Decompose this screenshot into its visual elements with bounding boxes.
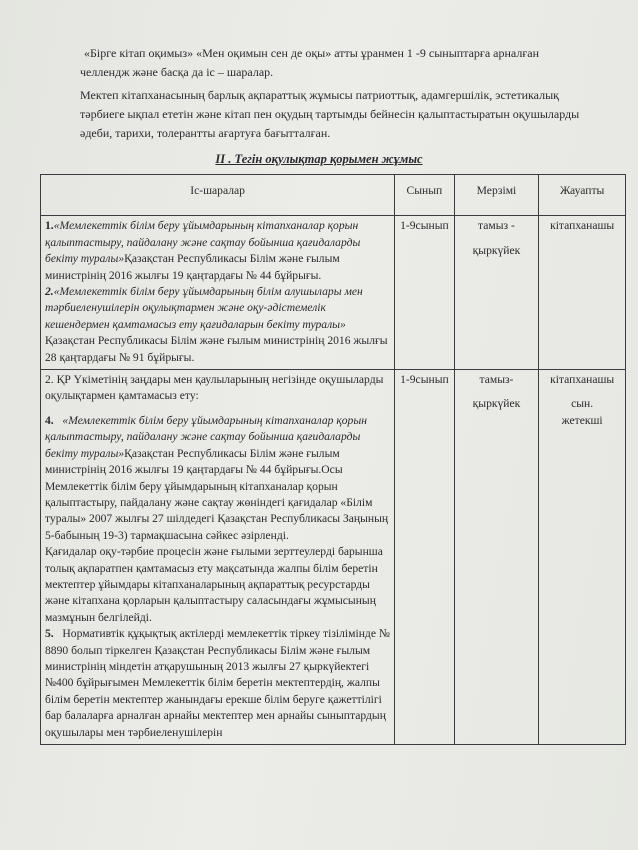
row2-responsible-teacher: жетекші xyxy=(561,413,603,427)
row2-responsible-librarian: кітапханашы xyxy=(550,373,615,387)
item1-italic: «Мемлекеттік білім беру ұйымдарының кітапханалар қорын қалыптастыру, пайдалану және сақтау бойынша қағидаларды бекіту туралы» xyxy=(45,219,361,266)
row2-responsible xyxy=(539,370,626,745)
row1-grade: 1-9сынып xyxy=(395,216,455,370)
row1-events-cell xyxy=(41,216,395,370)
item2-text: Қазақстан Республикасы Білім және ғылым министрінің 2016 жылғы 28 қаңтардағы № 91 бұйрығы. xyxy=(45,334,388,364)
row1-period-end: қыркүйек xyxy=(472,243,521,257)
table-row xyxy=(41,216,626,370)
item2-number: 2. xyxy=(45,285,54,299)
item1-text: Қазақстан Республикасы Білім және ғылым министрінің 2016 жылғы 19 қаңтардағы № 44 бұйрығы. xyxy=(45,252,340,282)
table-header-row xyxy=(41,175,626,216)
row1-responsible: кітапханашы xyxy=(539,216,626,370)
row1-period xyxy=(454,216,539,370)
row2-period-start: тамыз- xyxy=(479,373,514,387)
row2-grade: 1-9сынып xyxy=(395,370,455,745)
header-events: Іс-шаралар xyxy=(41,175,395,216)
table-row xyxy=(41,370,626,745)
header-responsible: Жауапты xyxy=(539,175,626,216)
item2-italic: «Мемлекеттік білім беру ұйымдарының білім алушылары мен тәрбиеленушілерін оқулықтармен және оқу-әдістемелік кешендермен қамтамасыз ету қағидаларын бекіту туралы» xyxy=(45,285,363,331)
intro-paragraph-1: «Бірге кітап оқимыз» «Мен оқимын сен де оқы» атты ұранмен 1 -9 сыныптарға арналған челлендж және басқа да іс – шаралар. xyxy=(80,46,539,79)
item4-extra: Қағидалар оқу-тәрбие процесін және ғылыми зерттеулерді барынша толық ақпаратпен қамтамасыз ету мақсатында жалпы білім беретін мектептер ұйымдары кітапханаларының ақпараттық ресурстарды және кітапхана қорларын қалыптастыру саласындағы жұмысының мазмұнын белгілейді. xyxy=(45,545,383,624)
item1-number: 1. xyxy=(45,219,54,233)
item5-text: Нормативтік құқықтық актілерді мемлекеттік тіркеу тізілімінде № 8890 болып тіркелген Қазақстан Республикасы Білім және ғылым министрінің міндетін атқарушының 2013 жылғы 27 қыркүйектегі №400 бұйрығымен Мемлекеттік білім беретін мектептердің, жалпы білім беретін мектептер жанындағы ерекше білім беруге қажеттілігі бар балаларға арналған арнайы мектептер мен арнайы сыныптардың оқушылары мен тәрбиеленушілерін xyxy=(45,627,390,739)
events-table xyxy=(40,174,626,745)
row1-period-start: тамыз - xyxy=(478,219,515,233)
section-title: II . Тегін оқулықтар қорымен жұмыс xyxy=(215,152,423,166)
row2-period xyxy=(454,370,539,745)
header-period: Мерзімі xyxy=(454,175,539,216)
row2-responsible-class: сын. xyxy=(571,397,594,411)
item5-number: 5. xyxy=(45,627,54,641)
item4-number: 4. xyxy=(45,413,54,427)
header-grade: Сынып xyxy=(395,175,455,216)
row2-lead: 2. ҚР Үкіметінің заңдары мен қаулыларының негізінде оқушыларды оқулықтармен қамтамасыз ету: xyxy=(45,373,384,403)
row2-events-cell xyxy=(41,370,395,745)
item4-italic: «Мемлекеттік білім беру ұйымдарының кітапханалар қорын қалыптастыру, пайдалану және сақтау бойынша қағидаларды бекіту туралы» xyxy=(45,413,367,460)
intro-paragraph-2: Мектеп кітапханасының барлық ақпараттық жұмысы патриоттық, адамгершілік, эстетикалық тәрбиеге ықпал ететін және кітап пен оқудың тартымды бейнесін қалыптастыратын оқушыларды әдеби, тарихи, толерантты ағартуға бағытталған. xyxy=(80,88,580,140)
row2-period-end: қыркүйек xyxy=(472,397,521,411)
item4-text: Қазақстан Республикасы Білім және ғылым министрінің 2016 жылғы 19 қаңтардағы № 44 бұйрығы.Осы Мемлекеттік білім беру ұйымдарының кітапханалар қорын қалыптастыру, пайдалану және сақтау жөніндегі қағидалар «Білім туралы» 2007 жылғы 27 шілдедегі Қазақстан Республикасы Заңының 5-бабының 19-3) тармақшасына сәйкес әзірленді. xyxy=(45,446,389,542)
